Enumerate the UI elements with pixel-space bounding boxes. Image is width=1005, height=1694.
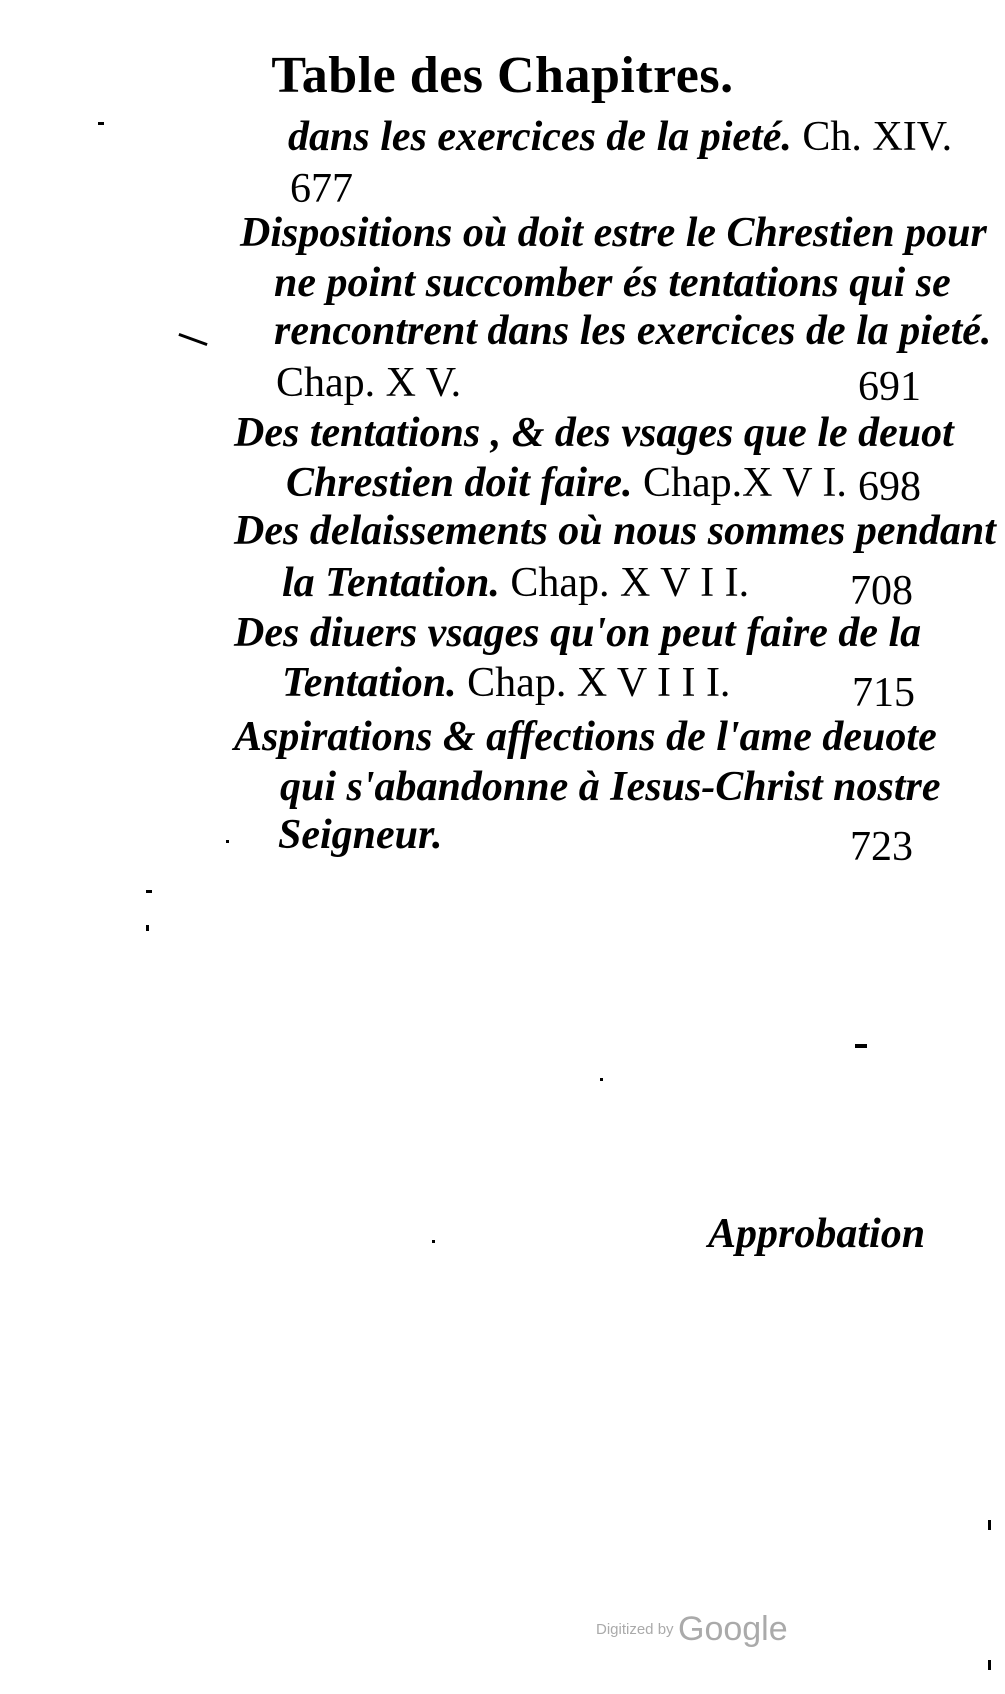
toc-entry-line [274, 310, 991, 352]
entry-text: dans les exercices de la pieté. [288, 114, 792, 160]
entry-text: Tentation. [282, 660, 457, 706]
toc-entry-line [288, 116, 952, 158]
scan-speck [178, 333, 207, 346]
entry-text: ne point succomber és tentations qui se [274, 260, 951, 306]
google-logo: Google [678, 1610, 788, 1648]
catchword: Approbation [708, 1211, 926, 1257]
scan-speck [988, 1660, 991, 1670]
chapter-label: Chap. X V I I I. [467, 660, 731, 706]
entry-text: Seigneur. [278, 812, 443, 858]
digitized-by-google-watermark [596, 1610, 788, 1649]
chapter-label: Chap. X V. [276, 360, 462, 406]
page-number: 691 [858, 364, 921, 410]
entry-text: Des diuers vsages qu'on peut faire de la [234, 610, 922, 656]
page-number: 698 [858, 464, 921, 510]
scan-speck [146, 925, 149, 931]
scan-speck [855, 1044, 867, 1048]
scan-speck [146, 890, 152, 893]
entry-text: Aspirations & affections de l'ame deuote [234, 714, 937, 760]
chapter-label: Chap. X V I I. [510, 560, 750, 606]
page-number: 708 [850, 568, 913, 614]
toc-entry-line [282, 562, 749, 604]
toc-entry-line [234, 510, 996, 552]
scan-speck [432, 1240, 435, 1243]
entry-text: la Tentation. [282, 560, 500, 606]
toc-entry-line [234, 612, 921, 654]
entry-text: qui s'abandonne à Iesus-Christ nostre [280, 764, 941, 810]
page-title: Table des Chapitres. [271, 47, 734, 104]
scan-speck [600, 1078, 603, 1081]
toc-entry-line [234, 412, 954, 454]
toc-entry-line [276, 362, 461, 404]
toc-entry-line [240, 212, 987, 254]
entry-text: Chrestien doit faire. [286, 460, 633, 506]
scan-speck [98, 122, 104, 125]
toc-entry-line [280, 766, 941, 808]
page-number: 677 [290, 166, 353, 212]
digitized-label: Digitized by [596, 1621, 674, 1638]
toc-entry-line [282, 662, 730, 704]
entry-text: Des delaissements où nous sommes pendant [234, 508, 996, 554]
chapter-label: Chap.X V I. [643, 460, 847, 506]
page-number: 715 [852, 670, 915, 716]
page-number: 723 [850, 824, 913, 870]
toc-entry-line [234, 716, 937, 758]
toc-entry-line [274, 262, 951, 304]
chapter-label: Ch. XIV. [802, 114, 953, 160]
toc-entry-line [286, 462, 847, 504]
entry-text: rencontrent dans les exercices de la pieté. [274, 308, 992, 354]
entry-text: Des tentations , & des vsages que le deuot [234, 410, 954, 456]
scan-speck [226, 840, 229, 843]
scan-speck [988, 1520, 991, 1530]
toc-entry-line [278, 814, 443, 856]
entry-text: Dispositions où doit estre le Chrestien pour [240, 210, 987, 256]
